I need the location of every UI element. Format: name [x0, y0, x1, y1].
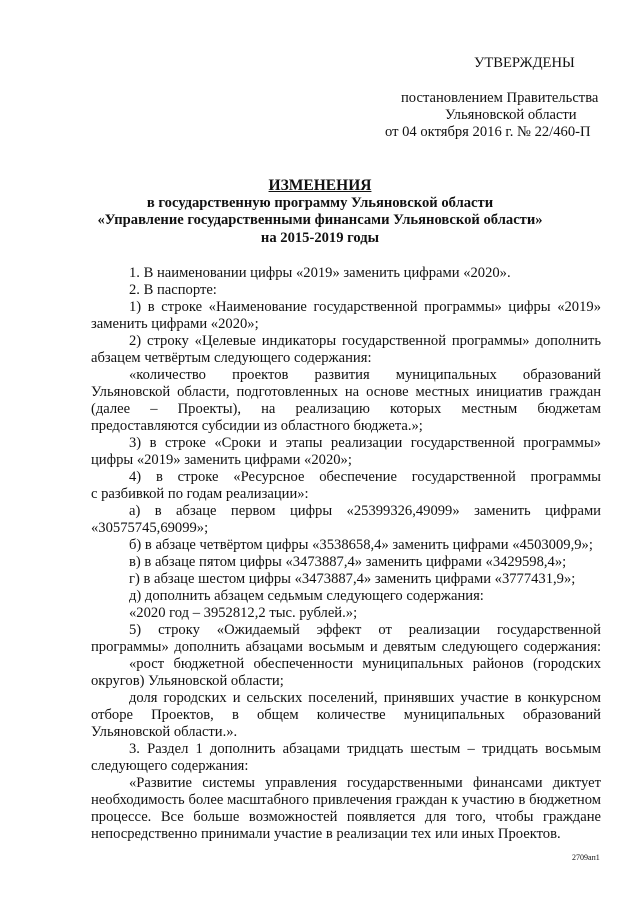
approval-heading: УТВЕРЖДЕНЫ: [474, 55, 575, 71]
body-line: а) в абзаце первом цифры «25399326,49099» заменить цифрами: [129, 503, 601, 519]
body-line: непосредственно принимали участие в реализации тех или иных Проектов.: [91, 826, 561, 842]
body-line: 1. В наименовании цифры «2019» заменить цифрами «2020».: [129, 265, 511, 281]
body-line: 1) в строке «Наименование государственной программы» цифры «2019»: [129, 299, 601, 315]
body-line: 2) строку «Целевые индикаторы государственной программы» дополнить: [129, 333, 601, 349]
body-line: «Развитие системы управления государственными финансами диктует: [129, 775, 601, 791]
body-line: «количество проектов развития муниципальных образований: [129, 367, 601, 383]
body-line: (далее – Проекты), на реализацию которых местным бюджетам: [91, 401, 601, 417]
title-line-3: на 2015-2019 годы: [260, 230, 380, 246]
body-line: отборе Проектов, в общем количестве муниципальных образований: [91, 707, 601, 723]
body-line: Ульяновской области.».: [91, 724, 238, 740]
body-line: доля городских и сельских поселений, принявших участие в конкурсном: [129, 690, 601, 706]
body-line: предоставляются субсидии из областного бюджета.»;: [91, 418, 423, 434]
body-line: цифры «2019» заменить цифрами «2020»;: [91, 452, 352, 468]
body-line: «2020 год – 3952812,2 тыс. рублей.»;: [129, 605, 358, 621]
approval-line-2: Ульяновской области: [445, 107, 577, 123]
document-title: ИЗМЕНЕНИЯ: [268, 177, 372, 194]
body-line: 3) в строке «Сроки и этапы реализации государственной программы»: [129, 435, 601, 451]
body-line: «30575745,69099»;: [91, 520, 209, 536]
body-line: в) в абзаце пятом цифры «3473887,4» заменить цифрами «3429598,4»;: [129, 554, 567, 570]
body-line: 5) строку «Ожидаемый эффект от реализации государственной: [129, 622, 601, 638]
approval-line-1: постановлением Правительства: [401, 90, 599, 106]
body-line: необходимость более масштабного привлечения граждан к участию в бюджетном: [91, 792, 601, 808]
body-line: 3. Раздел 1 дополнить абзацами тридцать шестым – тридцать восьмым: [129, 741, 601, 757]
body-line: д) дополнить абзацем седьмым следующего содержания:: [129, 588, 484, 604]
body-line: Ульяновской области, подготовленных на основе местных инициатив граждан: [91, 384, 601, 400]
body-line: процессе. Все больше возможностей появляется для того, чтобы граждане: [91, 809, 601, 825]
title-line-2: «Управление государственными финансами Ульяновской области»: [97, 212, 543, 228]
body-line: программы» дополнить абзацами восьмым и девятым следующего содержания:: [91, 639, 601, 655]
body-line: следующего содержания:: [91, 758, 249, 774]
title-line-1: в государственную программу Ульяновской области: [146, 195, 494, 211]
body-line: «рост бюджетной обеспеченности муниципальных районов (городских: [129, 656, 601, 672]
body-line: абзацем четвёртым следующего содержания:: [91, 350, 372, 366]
body-line: с разбивкой по годам реализации»:: [91, 486, 309, 502]
body-line: округов) Ульяновской области;: [91, 673, 284, 689]
document-code: 2709ап1: [572, 853, 600, 862]
approval-line-3: от 04 октября 2016 г. № 22/460-П: [385, 124, 591, 140]
body-line: заменить цифрами «2020»;: [91, 316, 259, 332]
body-line: г) в абзаце шестом цифры «3473887,4» заменить цифрами «3777431,9»;: [129, 571, 576, 587]
body-line: б) в абзаце четвёртом цифры «3538658,4» заменить цифрами «4503009,9»;: [129, 537, 593, 553]
body-line: 2. В паспорте:: [129, 282, 217, 298]
body-line: 4) в строке «Ресурсное обеспечение государственной программы: [129, 469, 601, 485]
